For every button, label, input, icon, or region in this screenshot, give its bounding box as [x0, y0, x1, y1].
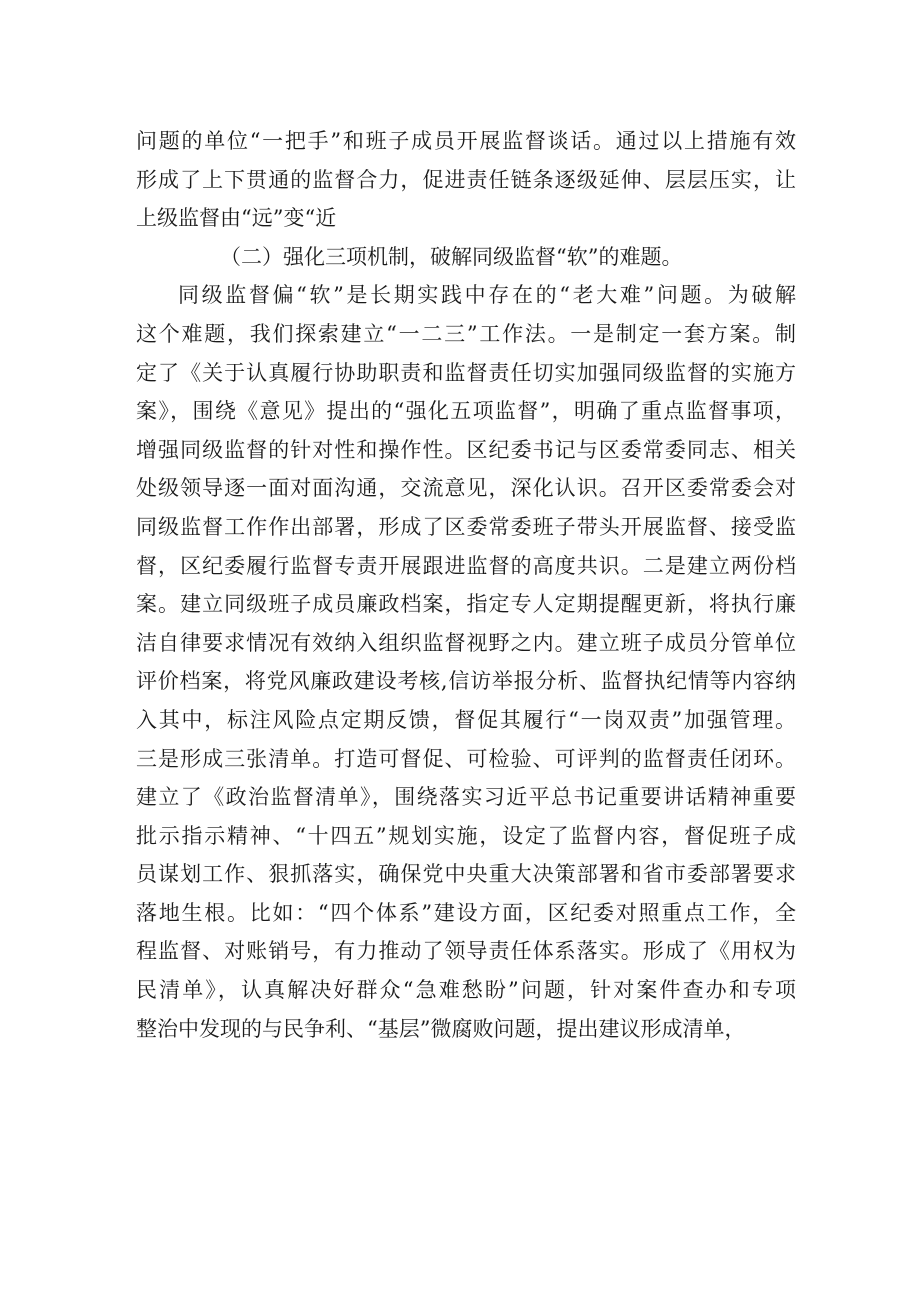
paragraph-line: 评价档案，将党风廉政建设考核,信访举报分析、监督执纪情等内容纳	[136, 669, 796, 694]
paragraph-line: 增强同级监督的针对性和操作性。区纪委书记与区委常委同志、相关	[136, 437, 796, 462]
paragraph-line: 同级监督工作作出部署，形成了区委常委班子带头开展监督、接受监	[136, 514, 796, 539]
paragraph-line: 处级领导逐一面对面沟通，交流意见，深化认识。召开区委常委会对	[136, 476, 796, 501]
paragraph-line: 落地生根。比如：“四个体系”建设方面，区纪委对照重点工作，全	[136, 900, 796, 925]
paragraph-line: 民清单》，认真解决好群众“急难愁盼”问题，针对案件查办和专项	[136, 978, 796, 1003]
paragraph-line: 建立了《政治监督清单》，围绕落实习近平总书记重要讲话精神重要	[136, 785, 796, 810]
paragraph-line: 整治中发现的与民争利、“基层”微腐败问题，提出建议形成清单，	[136, 1016, 746, 1041]
paragraph-line: 员谋划工作、狠抓落实，确保党中央重大决策部署和省市委部署要求	[136, 862, 796, 887]
paragraph-line: 批示指示精神、“十四五”规划实施，设定了监督内容，督促班子成	[136, 823, 796, 848]
paragraph-line: 这个难题，我们探索建立“一二三”工作法。一是制定一套方案。制	[136, 321, 796, 346]
paragraph-line: 定了《关于认真履行协助职责和监督责任切实加强同级监督的实施方	[136, 360, 796, 385]
paragraph-line: 程监督、对账销号，有力推动了领导责任体系落实。形成了《用权为	[136, 939, 796, 964]
paragraph-line: 三是形成三张清单。打造可督促、可检验、可评判的监督责任闭环。	[136, 746, 796, 771]
paragraph-line: 问题的单位“一把手”和班子成员开展监督谈话。通过以上措施有效	[136, 129, 796, 153]
section-heading: （二）强化三项机制，破解同级监督“软”的难题。	[220, 244, 683, 269]
paragraph-line: 案》，围绕《意见》提出的“强化五项监督”，明确了重点监督事项，	[136, 399, 796, 424]
paragraph-line: 洁自律要求情况有效纳入组织监督视野之内。建立班子成员分管单位	[136, 630, 796, 655]
paragraph-line: 入其中，标注风险点定期反馈，督促其履行“一岗双责”加强管理。	[136, 707, 796, 732]
paragraph-line: 形成了上下贯通的监督合力，促进责任链条逐级延伸、层层压实，让	[136, 167, 796, 192]
document-body	[136, 122, 796, 1048]
paragraph-line: 案。建立同级班子成员廉政档案，指定专人定期提醒更新，将执行廉	[136, 592, 796, 617]
paragraph-line: 上级监督由“远”变“近	[136, 206, 337, 231]
paragraph-line: 同级监督偏“软”是长期实践中存在的“老大难”问题。为破解	[178, 283, 796, 308]
paragraph-line: 督，区纪委履行监督专责开展跟进监督的高度共识。二是建立两份档	[136, 553, 796, 578]
